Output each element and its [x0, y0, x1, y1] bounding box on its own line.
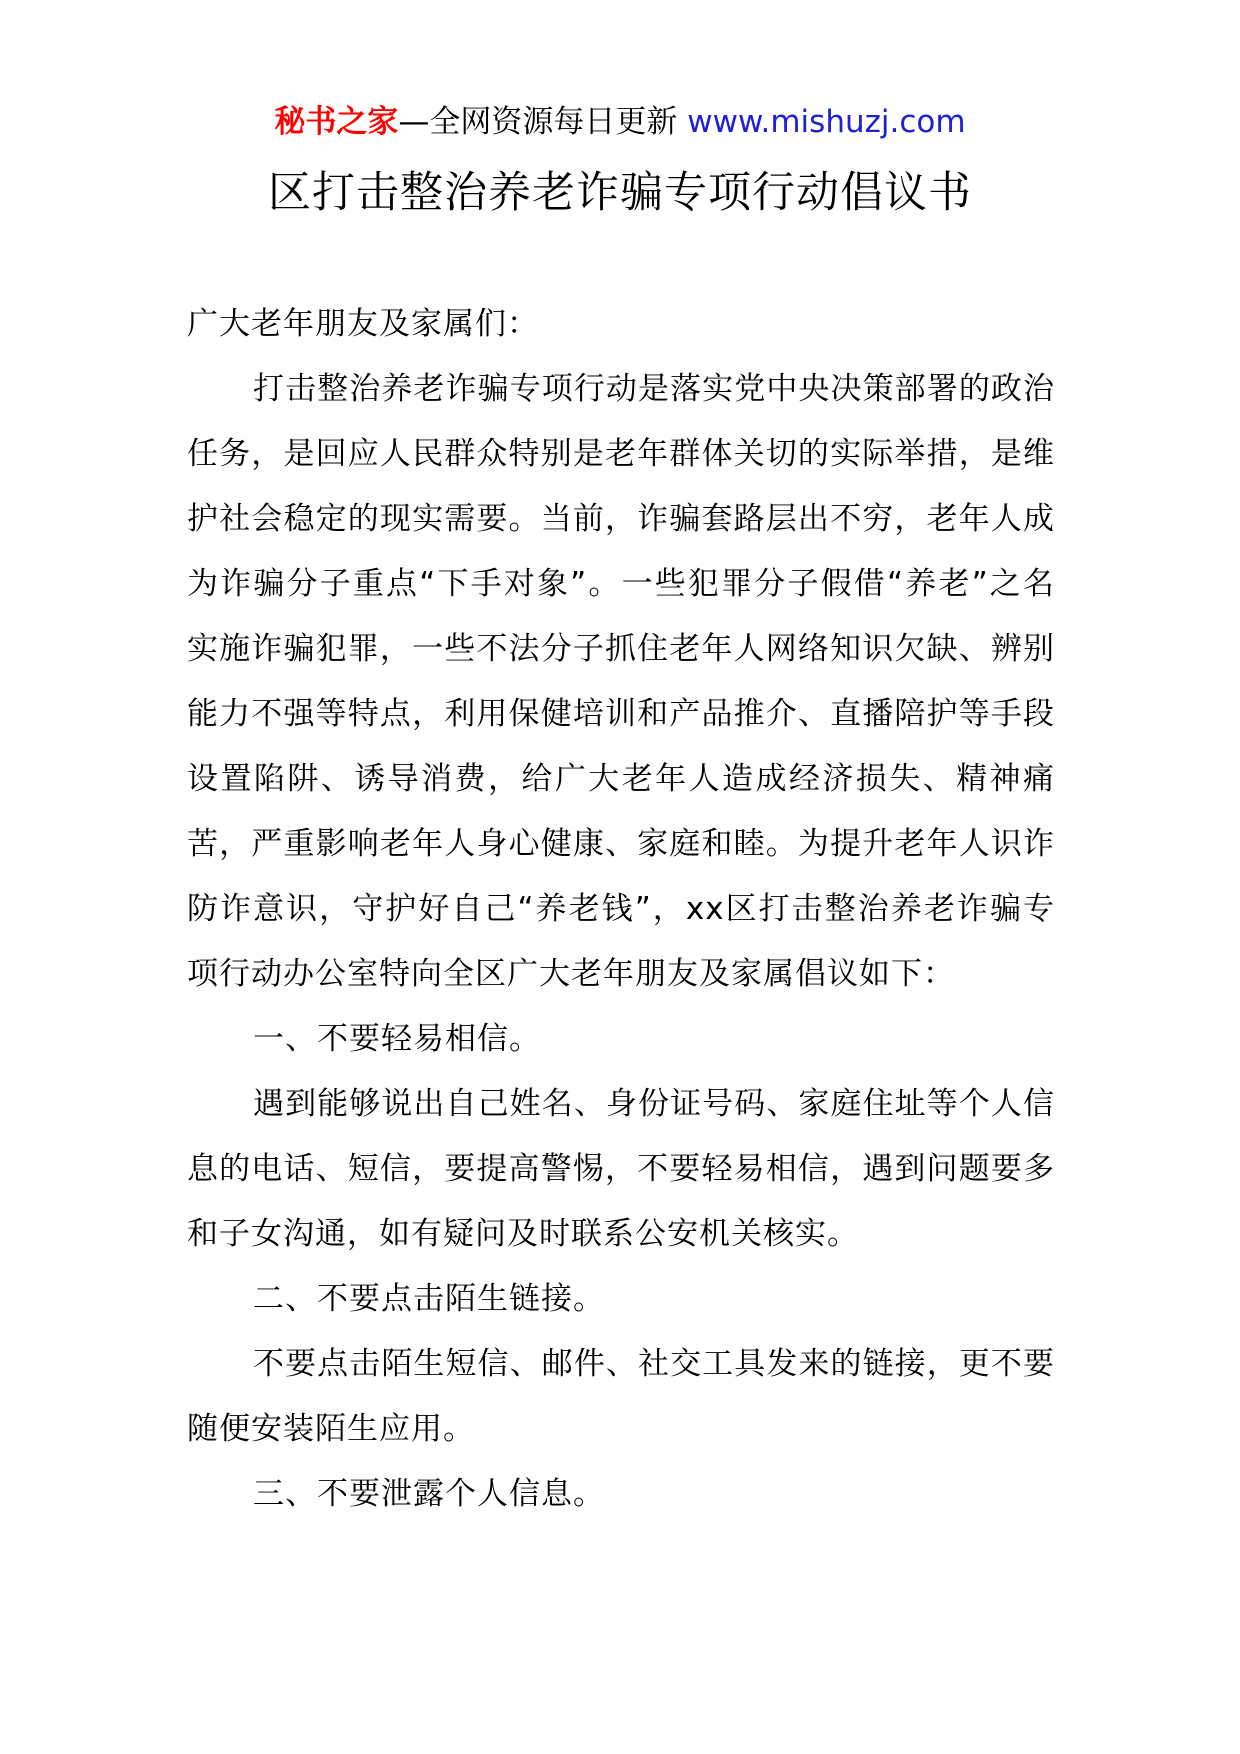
section-paragraph-2: 不要点击陌生短信、邮件、社交工具发来的链接，更不要随便安装陌生应用。: [187, 1346, 1055, 1447]
document-title: 区打击整治养老诈骗专项行动倡议书: [268, 168, 972, 218]
section-heading-3: 三、不要泄露个人信息。: [253, 1476, 605, 1512]
section-heading-1: 一、不要轻易相信。: [253, 1021, 541, 1057]
section-paragraph-1: 遇到能够说出自己姓名、身份证号码、家庭住址等个人信息的电话、短信，要提高警惕，不要轻易相信，遇到问题要多和子女沟通，如有疑问及时联系公安机关核实。: [187, 1086, 1055, 1252]
site-header: [0, 100, 1240, 144]
header-tagline: —全网资源每日更新: [398, 104, 688, 140]
salutation: 广大老年朋友及家属们：: [187, 306, 539, 342]
brand-name: 秘书之家: [274, 104, 399, 140]
site-url-link[interactable]: www.mishuzj.com: [687, 104, 966, 140]
section-heading-2: 二、不要点击陌生链接。: [253, 1281, 605, 1317]
document-body: [187, 292, 1055, 1527]
intro-paragraph: 打击整治养老诈骗专项行动是落实党中央决策部署的政治任务，是回应人民群众特别是老年群体关切的实际举措，是维护社会稳定的现实需要。当前，诈骗套路层出不穷，老年人成为诈骗分子重点“下手对象”。一些犯罪分子假借“养老”之名实施诈骗犯罪，一些不法分子抓住老年人网络知识欠缺、辨别能力不强等特点，利用保健培训和产品推介、直播陪护等手段设置陷阱、诱导消费，给广大老年人造成经济损失、精神痛苦，严重影响老年人身心健康、家庭和睦。为提升老年人识诈防诈意识，守护好自己“养老钱”，xx区打击整治养老诈骗专项行动办公室特向全区广大老年朋友及家属倡议如下：: [187, 371, 1055, 992]
